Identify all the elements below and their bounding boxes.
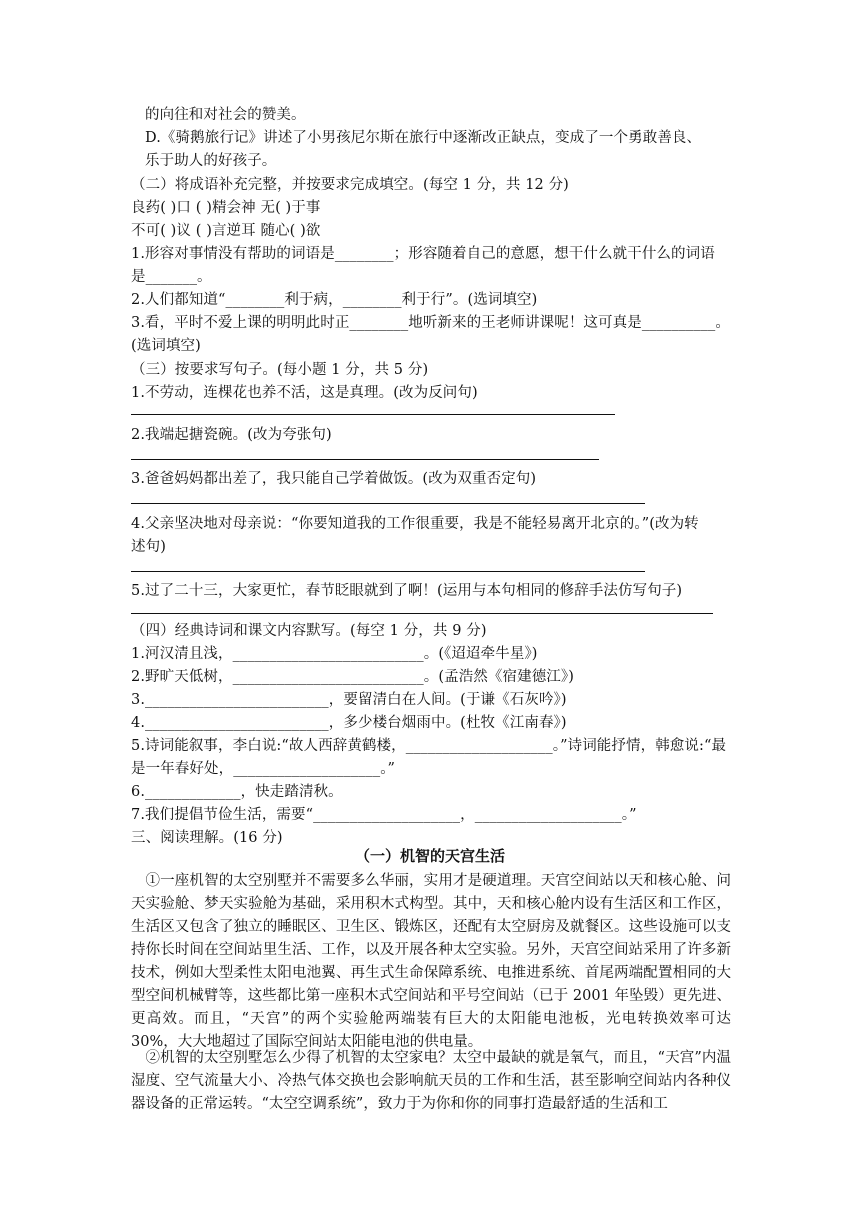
section-heading: （三）按要求写句子。(每小题 1 分，共 5 分) xyxy=(131,362,429,378)
answer-line xyxy=(131,571,645,572)
question: 2.我端起搪瓷碗。(改为夸张句) xyxy=(131,427,332,443)
text-line: 乐于助人的好孩子。 xyxy=(145,153,277,169)
question: 5.诗词能叙事，李白说:“故人西辞黄鹤楼，____________________。”诗词能抒情，韩愈说:“最 xyxy=(131,738,727,754)
question: 7.我们提倡节俭生活，需要“____________________，____________________。” xyxy=(131,807,637,823)
question: 是一年春好处，____________________。” xyxy=(131,761,396,777)
question: 3.爸爸妈妈都出差了，我只能自己学着做饭。(改为双重否定句) xyxy=(131,471,537,487)
question: 5.过了二十三，大家更忙，春节眨眼就到了啊！(运用与本句相同的修辞手法仿写句子) xyxy=(131,583,683,599)
text-line: D.《骑鹅旅行记》讲述了小男孩尼尔斯在旅行中逐渐改正缺点，变成了一个勇敢善良、 xyxy=(145,130,702,146)
question: 1.不劳动，连棵花也养不活，这是真理。(改为反问句) xyxy=(131,385,478,401)
section-heading: （二）将成语补充完整，并按要求完成填空。(每空 1 分，共 12 分) xyxy=(131,177,569,193)
answer-line xyxy=(131,459,599,460)
article-title: （一）机智的天宫生活 xyxy=(354,847,505,865)
section-heading: （四）经典诗词和课文内容默写。(每空 1 分，共 9 分) xyxy=(131,623,487,639)
question: 3.看，平时不爱上课的明明此时正________地听新来的王老师讲课呢！这可真是__________。 xyxy=(131,315,730,331)
question: 2.人们都知道“________利于病，________利于行”。(选词填空) xyxy=(131,292,538,308)
answer-line xyxy=(131,503,645,504)
article-paragraph: ①一座机智的太空别墅并不需要多么华丽，实用才是硬道理。天宫空间站以天和核心舱、问天实验舱、梦天实验舱为基础，采用积木式构型。其中，天和核心舱内设有生活区和工作区，生活区又包含了独立的睡眠区、卫生区、锻炼区，还配有太空厨房及就餐区。这些设施可以支持你长时间在空间站里生活、工作，以及开展各种太空实验。另外，天宫空间站采用了许多新技术，例如大型柔性太阳电池翼、再生式生命保障系统、电推进系统、首尾两端配置相同的大型空间机械臂等，这些都比第一座积木式空间站和平号空间站（已于 2001 年坠毁）更先进、更高效。而且，“天宫”的两个实验舱两端装有巨大的太阳能电池板，光电转换效率可达 30%，大大地超过了国际空间站太阳能电池的供电量。 xyxy=(131,873,731,1050)
question: 是_______。 xyxy=(131,269,212,285)
section-heading: 三、阅读理解。(16 分) xyxy=(131,830,283,846)
question: 4._________________________，多少楼台烟雨中。(杜牧《江南春》) xyxy=(131,715,567,731)
idiom-row: 良药( )口 ( )精会神 无( )于事 xyxy=(131,200,321,216)
question: 3._________________________，要留清白在人间。(于谦《石灰吟》) xyxy=(131,692,567,708)
text-line: 的向往和对社会的赞美。 xyxy=(145,107,306,123)
article-paragraph: ②机智的太空别墅怎么少得了机智的太空家电？太空中最缺的就是氧气，而且，“天宫”内温湿度、空气流量大小、冷热气体交换也会影响航天员的工作和生活，甚至影响空间站内各种仪器设备的正常运转。“太空空调系统”，致力于为你和你的同事打造最舒适的生活和工 xyxy=(131,1050,731,1112)
answer-line xyxy=(131,414,615,415)
question: (选词填空) xyxy=(131,338,201,354)
answer-line xyxy=(131,613,713,614)
question: 4.父亲坚决地对母亲说：“你要知道我的工作很重要，我是不能轻易离开北京的。”(改为转 xyxy=(131,516,699,532)
question: 2.野旷天低树，__________________________。(孟浩然《宿建德江》) xyxy=(131,669,574,685)
idiom-row: 不可( )议 ( )言逆耳 随心( )欲 xyxy=(131,223,321,239)
question: 6._____________，快走踏清秋。 xyxy=(131,784,343,800)
question: 述句) xyxy=(131,539,166,555)
question: 1.形容对事情没有帮助的词语是________；形容随着自己的意愿，想干什么就干什么的词语 xyxy=(131,246,715,262)
question: 1.河汉清且浅，__________________________。(《迢迢牵牛星》) xyxy=(131,646,538,662)
